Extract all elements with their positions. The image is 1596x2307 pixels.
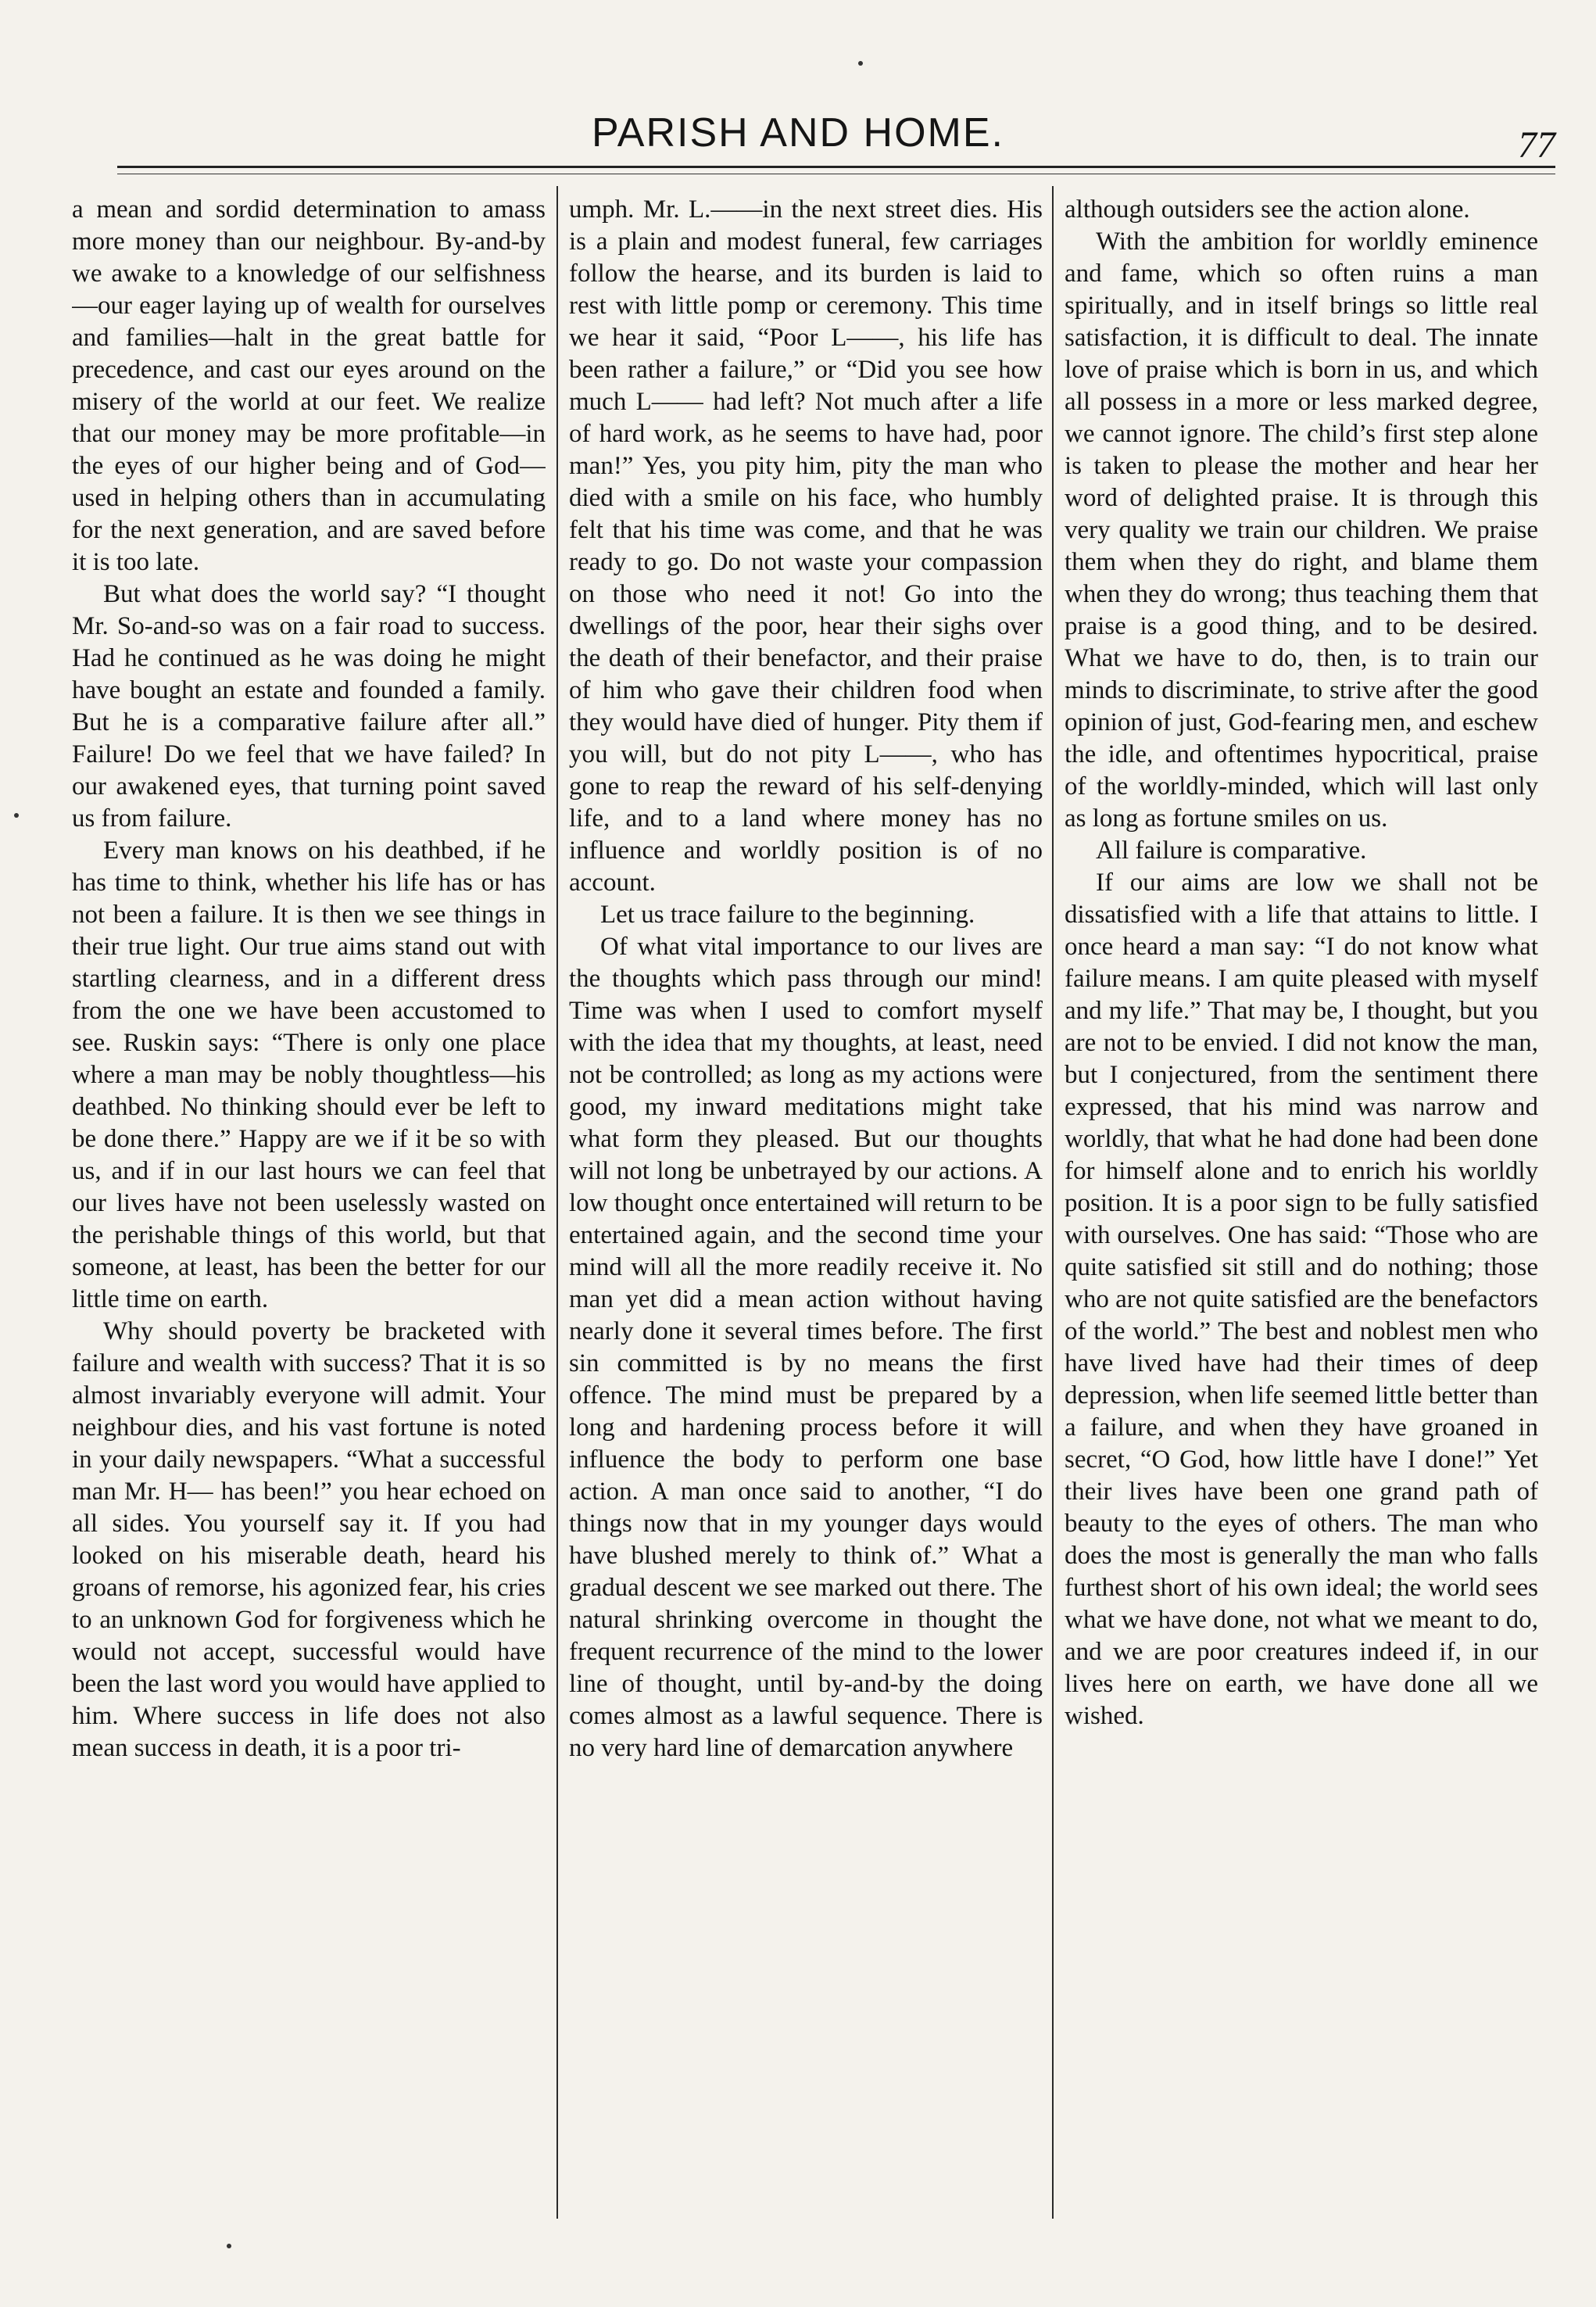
paragraph: But what does the world say? “I thought Mr. So-and-so was on a fair road to success. Had he continued as he was doing he might have bought an estate and founded a family. But he is a comparative failure after all.” Failure! Do we feel that we have failed? In our awakened eyes, that turning point saved us from failure. [72, 580, 546, 833]
paragraph: If our aims are low we shall not be dissatisfied with a life that attains to little. I once heard a man say: “I do not know what failure means. I am quite pleased with myself and my life.” That may be, I thought, but you are not to be envied. I did not know the man, but I conjectured, from the sentiment there expressed, that his mind was narrow and worldly, that what he had done had been done for himself alone and to enrich his worldly position. It is a poor sign to be fully satisfied with ourselves. One has said: “Those who are quite satisfied sit still and do nothing; those who are not quite satisfied are the benefactors of the world.” The best and noblest men who have lived have had their times of deep depression, when life seemed little better than a failure, and when they have groaned in secret, “O God, how little have I done!” Yet their lives have been one grand path of beauty to the eyes of others. The man who does the most is generally the man who falls furthest short of his own ideal; the world sees what we have done, not what we meant to do, and we are poor creatures indeed if, in our lives here on earth, we have done all we wished. [1065, 869, 1538, 1730]
paragraph: Why should poverty be bracketed with failure and wealth with success? That it is so almost invariably everyone will admit. Your neighbour dies, and his vast fortune is noted in your daily newspapers. “What a successful man Mr. H— has been!” you hear echoed on all sides. You yourself say it. If you had looked on his miserable death, heard his groans of remorse, his agonized fear, his cries to an unknown God for forgiveness which he would not accept, successful would have been the last word you would have applied to him. Where success in life does not also mean success in death, it is a poor tri- [72, 1317, 546, 1762]
paragraph: All failure is comparative. [1096, 836, 1367, 865]
paragraph: Every man knows on his deathbed, if he has time to think, whether his life has or has not been a failure. It is then we see things in their true light. Our true aims stand out with startling clearness, and in a different dress from the one we have been accustomed to see. Ruskin says: “There is only one place where a man may be nobly thoughtless—his deathbed. No thinking should ever be left to be done there.” Happy are we if it be so with us, and if in our last hours we can feel that our lives have not been uselessly wasted on the perishable things of this world, but that someone, at least, has been the better for our little time on earth. [72, 836, 546, 1313]
column-divider [556, 186, 558, 2219]
header-rule [117, 166, 1555, 168]
paragraph: With the ambition for worldly eminence and fame, which so often ruins a man spiritually, and in itself brings so little real satisfaction, it is difficult to deal. The innate love of praise which is born in us, and which all possess in a more or less marked degree, we cannot ignore. The child’s first step alone is taken to please the mother and hear her word of delighted praise. It is through this very quality we train our children. We praise them when they do right, and blame them when they do wrong; thus teaching them that praise is a good thing, and to be desired. What we have to do, then, is to train our minds to discriminate, to strive after the good opinion of just, God-fearing men, and eschew the idle, and oftentimes hypocritical, praise of the worldly-minded, which will last only as long as fortune smiles on us. [1065, 227, 1538, 833]
column-divider [1052, 186, 1054, 2219]
paragraph: umph. Mr. L.——in the next street dies. His is a plain and modest funeral, few carriages follow the hearse, and its burden is laid to rest with little pomp or ceremony. This time we hear it said, “Poor L——, his life has been rather a failure,” or “Did you see how much L—— had left? Not much after a life of hard work, as he seems to have had, poor man!” Yes, you pity him, pity the man who died with a smile on his face, who humbly felt that his time was come, and that he was ready to go. Do not waste your compassion on those who need it not! Go into the dwellings of the poor, hear their sighs over the death of their benefactor, and their praise of him who gave their children food when they would have died of hunger. Pity them if you will, but do not pity L——, who has gone to reap the reward of his self-denying life, and to a land where money has no influence and worldly position is of no account. [569, 195, 1043, 897]
print-speck [227, 2244, 231, 2248]
page-number: 77 [1518, 124, 1555, 166]
print-speck [858, 61, 863, 66]
text-column-3 [1065, 194, 1538, 2226]
paragraph: although outsiders see the action alone. [1065, 195, 1470, 224]
paragraph: Let us trace failure to the beginning. [600, 901, 975, 929]
print-speck [14, 813, 19, 818]
text-column-2 [569, 194, 1043, 2226]
page-header-title: PARISH AND HOME. [591, 110, 1004, 156]
text-column-1 [72, 194, 546, 2226]
paragraph: Of what vital importance to our lives are the thoughts which pass through our mind! Time was when I used to comfort myself with the idea that my thoughts, at least, need not be controlled; as long as my actions were good, my inward meditations might take what form they pleased. But our thoughts will not long be unbetrayed by our actions. A low thought once entertained will return to be entertained again, and the second time your mind will all the more readily receive it. No man yet did a mean action without having nearly done it several times before. The first sin committed is by no means the first offence. The mind must be prepared by a long and hardening process before it will influence the body to perform one base action. A man once said to another, “I do things now that in my younger days would have blushed merely to think of.” What a gradual descent we see marked out there. The natural shrinking overcome in thought the frequent recurrence of the mind to the lower line of thought, until by-and-by the doing comes almost as a lawful sequence. There is no very hard line of demarcation anywhere [569, 933, 1043, 1762]
paragraph: a mean and sordid determination to amass more money than our neighbour. By-and-by we awake to a knowledge of our selfishness—our eager laying up of wealth for ourselves and families—halt in the great battle for precedence, and cast our eyes around on the misery of the world at our feet. We realize that our money may be more profitable—in the eyes of our higher being and of God—used in helping others than in accumulating for the next generation, and are saved before it is too late. [72, 195, 546, 576]
